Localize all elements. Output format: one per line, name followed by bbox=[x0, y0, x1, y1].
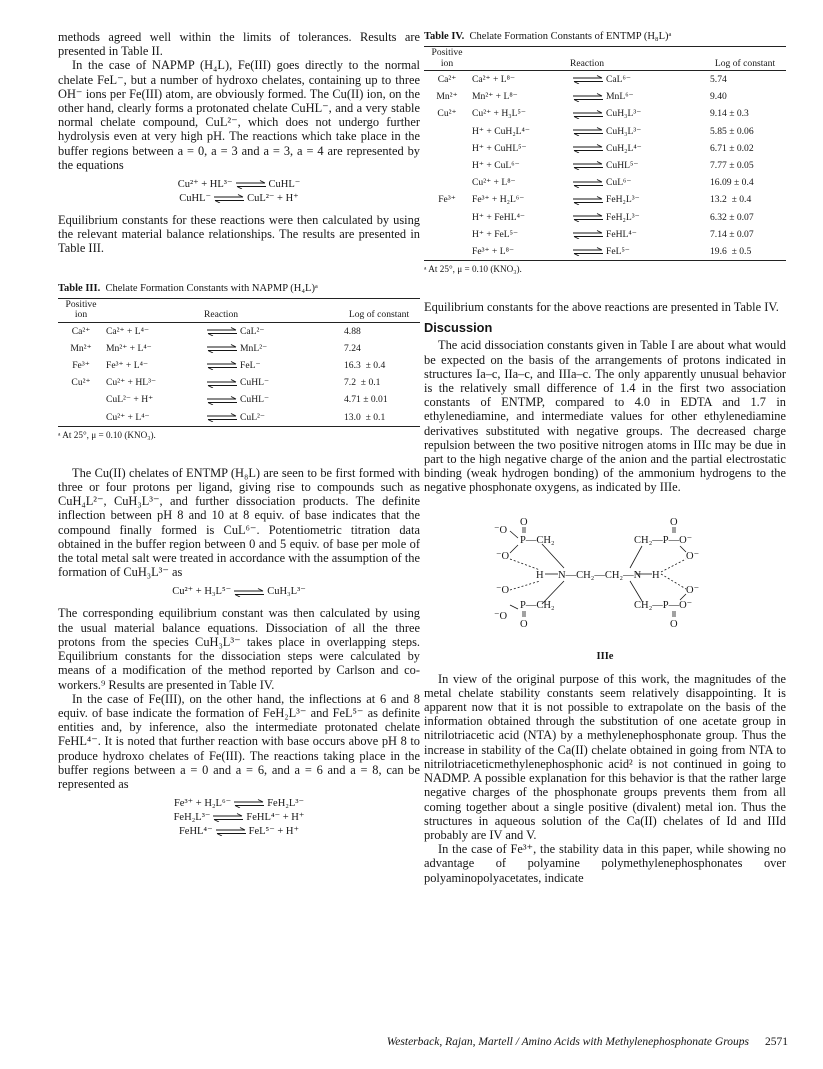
reaction-right: FeL⁻ bbox=[240, 360, 261, 372]
equilibrium-arrow-icon bbox=[572, 247, 604, 256]
reaction-left: H⁺ + FeHL⁴⁻ bbox=[472, 211, 525, 223]
cell-reaction bbox=[470, 226, 704, 243]
equilibrium-arrow-icon bbox=[572, 213, 604, 222]
cell-log-constant: 5.85 ± 0.06 bbox=[710, 125, 754, 137]
col-header-reaction: Reaction bbox=[104, 298, 338, 322]
paragraph: The corresponding equilibrium constant was then calculated by using the usual material balance equations. Dissociation of all the three protons from the species CuH₃L³⁻ takes place in overlapping steps. Equilibrium constants for the dissociation steps were calculated by means of a modification of the method reported by Carlson and co-workers.⁹ Results are presented in Table IV. bbox=[58, 606, 420, 692]
svg-text:⁻O: ⁻O bbox=[496, 550, 510, 562]
reaction-left: H⁺ + CuHL⁵⁻ bbox=[472, 142, 527, 154]
reaction-right: CuH₃L³⁻ bbox=[606, 108, 642, 120]
equation-left: Cu²⁺ + H₃L⁵⁻ bbox=[172, 586, 232, 598]
reaction-left: CuL²⁻ + H⁺ bbox=[106, 394, 154, 406]
cell-reaction bbox=[470, 157, 704, 174]
table-footnote: ᵃ At 25°, μ = 0.10 (KNO₃). bbox=[424, 264, 522, 275]
svg-text:⁻O: ⁻O bbox=[496, 584, 510, 596]
table-row bbox=[424, 226, 786, 243]
equation bbox=[58, 178, 420, 192]
col-header-log: Log of constant bbox=[338, 298, 420, 322]
table-row bbox=[58, 374, 420, 391]
cell-reaction bbox=[470, 174, 704, 191]
table-row bbox=[424, 157, 786, 174]
reaction-right: CuH₃L³⁻ bbox=[606, 125, 642, 137]
svg-text:O⁻: O⁻ bbox=[686, 584, 700, 596]
cell-log-constant: 6.32 ± 0.07 bbox=[710, 211, 754, 223]
cell-reaction bbox=[470, 71, 704, 89]
table-row bbox=[424, 71, 786, 89]
reaction-left: Fe³⁺ + L⁴⁻ bbox=[106, 360, 149, 372]
cell-log-constant: 7.77 ± 0.05 bbox=[710, 160, 754, 172]
paragraph: Equilibrium constants for these reactions were then calculated by using the relevant material balance relationships. The results are presented in Table III. bbox=[58, 213, 420, 256]
equation-right: CuL²⁻ + H⁺ bbox=[247, 193, 299, 205]
svg-text:O: O bbox=[670, 516, 678, 528]
table-row bbox=[58, 409, 420, 427]
cell-ion bbox=[424, 174, 470, 191]
table-caption bbox=[58, 282, 420, 295]
equilibrium-arrow-icon bbox=[215, 827, 247, 836]
cell-ion bbox=[424, 243, 470, 261]
cell-ion: Ca²⁺ bbox=[437, 74, 457, 85]
equation bbox=[58, 797, 420, 811]
equilibrium-arrow-icon bbox=[212, 813, 244, 822]
reaction-left: H⁺ + CuL⁶⁻ bbox=[472, 160, 520, 172]
reaction-left: H⁺ + FeL⁵⁻ bbox=[472, 228, 519, 240]
cell-ion: Fe³⁺ bbox=[72, 360, 90, 372]
equilibrium-arrow-icon bbox=[206, 379, 238, 388]
svg-text:H: H bbox=[536, 569, 544, 581]
reaction-right: CaL⁶⁻ bbox=[606, 74, 631, 85]
paragraph: In view of the original purpose of this work, the magnitudes of the metal chelate stability constants seem relatively disappointing. It is apparent now that it is not possible to extrapolate on the basis of the information obtained through the substitution of one acetate group in nitrilotriacetic acid (NTA) by a methylenephosphonate group. Thus the increase in stability of the Ca(II) chelate obtained in going from NTA to nitrilotriaceticmethylenephosphonic acid² is not continued in going to NADMP. A possible explanation for this behavior is that the rather large negative charges of the phosphonate groups prevents them from all coming together about a single positive (divalent) metal ion. Thus the structures in aqueous solution of the Ca(II) chelates of Id and IIId probably are IV and V. bbox=[424, 671, 786, 842]
equilibrium-arrow-icon bbox=[206, 327, 238, 336]
svg-text:O: O bbox=[520, 618, 528, 630]
cell-log-constant: 9.40 bbox=[710, 91, 727, 103]
table-label: Table III. bbox=[58, 282, 101, 294]
section-heading: Discussion bbox=[424, 320, 493, 336]
equation bbox=[58, 585, 420, 599]
svg-text:O: O bbox=[520, 516, 528, 528]
table-row bbox=[58, 340, 420, 357]
equilibrium-arrow-icon bbox=[572, 196, 604, 205]
table-row bbox=[58, 322, 420, 340]
svg-text:H: H bbox=[652, 569, 660, 581]
svg-text:CH₂—P—O⁻: CH₂—P—O⁻ bbox=[634, 599, 693, 611]
equilibrium-arrow-icon bbox=[206, 413, 238, 422]
equilibrium-arrow-icon bbox=[572, 75, 604, 84]
cell-ion: Mn²⁺ bbox=[70, 342, 92, 354]
cell-log-constant: 4.88 bbox=[344, 325, 361, 337]
equilibrium-arrow-icon bbox=[572, 110, 604, 119]
equilibrium-arrow-icon bbox=[206, 361, 238, 370]
cell-log-constant: 7.14 ± 0.07 bbox=[710, 228, 754, 240]
cell-reaction bbox=[470, 243, 704, 261]
cell-log-constant: 16.3 ± 0.4 bbox=[344, 360, 386, 372]
equilibrium-arrow-icon bbox=[572, 144, 604, 153]
equation-right: FeHL⁴⁻ + H⁺ bbox=[246, 812, 305, 824]
paragraph: methods agreed well within the limits of tolerances. Results are presented in Table II. bbox=[58, 30, 420, 59]
cell-log-constant: 4.71 ± 0.01 bbox=[344, 394, 388, 406]
equilibrium-arrow-icon bbox=[206, 344, 238, 353]
paragraph: The Cu(II) chelates of ENTMP (H₈L) are seen to be first formed with three or four protons per ligand, giving rise to compounds such as CuH₄L²⁻, CuH₃L³⁻, and further dissociation products. The definite inflection between pH 8 and 10 at 8 equiv. of base indicates that the compound finally formed is CuL⁶⁻. Potentiometric titration data obtained in the buffer region between 0 and 5 equiv. of base per mole of the total metal salt were treated in accordance with the assumption of the formation of CuH₃L³⁻ as bbox=[58, 465, 420, 580]
cell-log-constant: 16.09 ± 0.4 bbox=[710, 177, 754, 189]
reaction-right: CuHL⁵⁻ bbox=[606, 160, 639, 172]
reaction-left: Fe³⁺ + L⁸⁻ bbox=[472, 246, 515, 258]
table-row bbox=[58, 357, 420, 374]
equation-right: FeL⁵⁻ + H⁺ bbox=[248, 826, 300, 838]
cell-reaction bbox=[104, 322, 338, 340]
cell-reaction bbox=[104, 340, 338, 357]
cell-reaction bbox=[470, 209, 704, 226]
cell-log-constant: 19.6 ± 0.5 bbox=[704, 243, 786, 261]
cell-log-constant: 9.14 ± 0.3 bbox=[710, 108, 749, 120]
reaction-left: Fe³⁺ + H₂L⁶⁻ bbox=[472, 194, 525, 206]
svg-text:⁻O: ⁻O bbox=[494, 610, 508, 622]
reaction-left: H⁺ + CuH₂L⁴⁻ bbox=[472, 125, 530, 137]
equation-block bbox=[58, 797, 420, 839]
svg-text:P—CH₂: P—CH₂ bbox=[520, 534, 555, 546]
reaction-left: Cu²⁺ + H₃L⁵⁻ bbox=[472, 108, 526, 120]
cell-reaction bbox=[104, 374, 338, 391]
cell-reaction bbox=[104, 391, 338, 408]
cell-ion bbox=[424, 209, 470, 226]
cell-ion: Ca²⁺ bbox=[71, 325, 91, 337]
cell-log-constant: 6.71 ± 0.02 bbox=[710, 142, 754, 154]
equation-left: Fe³⁺ + H₂L⁶⁻ bbox=[173, 798, 232, 810]
table-footnote: ᵃ At 25°, μ = 0.10 (KNO₃). bbox=[58, 429, 156, 440]
cell-log-constant: 7.24 bbox=[344, 342, 361, 354]
svg-text:⁻O: ⁻O bbox=[494, 524, 508, 536]
cell-ion bbox=[424, 157, 470, 174]
equilibrium-arrow-icon bbox=[572, 127, 604, 136]
reaction-left: Mn²⁺ + L⁸⁻ bbox=[472, 91, 518, 103]
reaction-left: Ca²⁺ + L⁴⁻ bbox=[106, 325, 150, 337]
table-row bbox=[424, 243, 786, 261]
equilibrium-arrow-icon bbox=[572, 179, 604, 188]
equilibrium-arrow-icon bbox=[572, 93, 604, 102]
structure-label: IIIe bbox=[596, 650, 614, 662]
cell-log-constant: 5.74 bbox=[710, 74, 727, 85]
reaction-left: Cu²⁺ + L⁸⁻ bbox=[472, 177, 516, 189]
left-column bbox=[58, 30, 420, 846]
table-title: Chelate Formation Constants of ENTMP (H₈L)ᵃ bbox=[469, 31, 672, 42]
structure-iiie-drawing bbox=[424, 501, 786, 649]
svg-text:CH₂—P—O⁻: CH₂—P—O⁻ bbox=[634, 534, 693, 546]
constants-table bbox=[58, 298, 420, 427]
col-header-ion: Positive ion bbox=[424, 47, 470, 71]
structure-diagram bbox=[424, 501, 786, 649]
col-header-log: Log of constant bbox=[704, 47, 786, 71]
equation-right: CuH₃L³⁻ bbox=[267, 586, 306, 598]
table-title: Chelate Formation Constants with NAPMP (H₄L)ᵃ bbox=[105, 282, 318, 294]
cell-log-constant: 13.2 ± 0.4 bbox=[710, 194, 752, 206]
table-row bbox=[58, 391, 420, 408]
reaction-left: Cu²⁺ + HL³⁻ bbox=[106, 377, 157, 389]
table-row bbox=[424, 105, 786, 122]
right-column bbox=[424, 30, 786, 885]
cell-ion bbox=[58, 391, 104, 408]
equation-right: FeH₂L³⁻ bbox=[267, 798, 305, 810]
reaction-right: CuL²⁻ bbox=[240, 411, 265, 423]
reaction-left: Mn²⁺ + L⁴⁻ bbox=[106, 342, 152, 354]
equilibrium-arrow-icon bbox=[206, 396, 238, 405]
col-header-reaction: Reaction bbox=[470, 47, 704, 71]
table-row bbox=[424, 209, 786, 226]
reaction-right: CuH₂L⁴⁻ bbox=[606, 142, 642, 154]
reaction-right: MnL⁶⁻ bbox=[606, 91, 634, 103]
cell-reaction bbox=[104, 409, 338, 427]
cell-log-constant: 7.2 ± 0.1 bbox=[344, 377, 381, 389]
equilibrium-arrow-icon bbox=[233, 588, 265, 597]
table-label: Table IV. bbox=[424, 31, 465, 42]
svg-text:O: O bbox=[670, 618, 678, 630]
reaction-right: FeH₂L³⁻ bbox=[606, 211, 640, 223]
cell-reaction bbox=[104, 357, 338, 374]
reaction-right: CuHL⁻ bbox=[240, 394, 270, 406]
paragraph: Equilibrium constants for the above reactions are presented in Table IV. bbox=[424, 300, 779, 315]
page-number: 2571 bbox=[765, 1036, 788, 1048]
table-caption bbox=[424, 30, 786, 43]
cell-ion bbox=[58, 409, 104, 427]
equation-left: FeH₂L³⁻ bbox=[173, 812, 211, 824]
cell-reaction bbox=[470, 88, 704, 105]
table-row bbox=[424, 123, 786, 140]
equation-left: FeHL⁴⁻ bbox=[178, 826, 213, 838]
table-iii bbox=[58, 282, 420, 440]
cell-ion: Fe³⁺ bbox=[438, 194, 456, 206]
reaction-right: MnL²⁻ bbox=[240, 342, 268, 354]
cell-ion bbox=[424, 226, 470, 243]
equation-block bbox=[58, 178, 420, 206]
table-row bbox=[424, 174, 786, 191]
table-row bbox=[424, 88, 786, 105]
equation-right: CuHL⁻ bbox=[268, 179, 301, 191]
equilibrium-arrow-icon bbox=[213, 194, 245, 203]
reaction-right: FeL⁵⁻ bbox=[606, 246, 630, 258]
cell-reaction bbox=[470, 123, 704, 140]
equation-left: Cu²⁺ + HL³⁻ bbox=[177, 179, 233, 191]
equation-left: CuHL⁻ bbox=[179, 193, 212, 205]
table-row bbox=[424, 140, 786, 157]
cell-ion: Mn²⁺ bbox=[436, 91, 458, 103]
cell-ion: Cu²⁺ bbox=[71, 377, 91, 389]
equation bbox=[58, 192, 420, 206]
paragraph: In the case of NAPMP (H₄L), Fe(III) goes directly to the normal chelate FeL⁻, but a number of hydroxo chelates, containing up to three OH⁻ ions per Fe(III) atom, are obviously formed. The Cu(II) ion, on the other hand, clearly forms a protonated chelate CuHL⁻, and a very stable normal chelate compound, CuL²⁻, which does not undergo further hydrolysis even at very high pH. The reactions which take place in the buffer regions between a = 0, a = 3 and a = 3, a = 4 are represented by the equations bbox=[58, 58, 420, 172]
reaction-right: CuHL⁻ bbox=[240, 377, 270, 389]
paragraph: In the case of Fe(III), on the other hand, the inflections at 6 and 8 equiv. of base indicate the formation of FeH₂L³⁻ and FeL⁵⁻ as definite entities and, by inference, also the intermediate protonated chelate FeHL⁴⁻. It is noted that further reaction with base occurs above pH 8 to produce hydroxo chelates of Fe(III). The reactions taking place in the buffer regions between a = 0 and a = 6, and a = 6 and a = 8, can be represented as bbox=[58, 691, 420, 791]
paragraph: The acid dissociation constants given in Table I are about what would be expected on the basis of the arrangements of protons indicated in structures Ia–c, IIa–c, and IIIa–c. The only apparently unusual behavior is the relatively small difference of 1.4 in the first two association constants of ENTMP, compared to 4.0 in EDTA and 1.7 in ethylenediamine, and intermediate values for other ethylenediamine derivatives substituted with negative groups. The decreased charge repulsion between the two positive nitrogen atoms in IIIc may be due in part to the high negative charge of the anion and the partial electrostatic binding (weak hydrogen bonding) of the ammonium hydrogens to the negative phosphonate oxygens, as indicated by IIIe. bbox=[424, 338, 786, 495]
reaction-right: FeHL⁴⁻ bbox=[606, 228, 637, 240]
svg-text:P—CH₂: P—CH₂ bbox=[520, 599, 555, 611]
reaction-left: Cu²⁺ + L⁴⁻ bbox=[106, 411, 150, 423]
equation bbox=[58, 811, 420, 825]
table-iv bbox=[424, 30, 786, 274]
reaction-left: Ca²⁺ + L⁸⁻ bbox=[472, 74, 516, 85]
table-row bbox=[424, 191, 786, 208]
running-head: Westerback, Rajan, Martell / Amino Acids with Methylenephosphonate Groups bbox=[386, 1036, 749, 1048]
equilibrium-arrow-icon bbox=[572, 230, 604, 239]
cell-log-constant: 13.0 ± 0.1 bbox=[338, 409, 420, 427]
cell-ion bbox=[424, 140, 470, 157]
col-header-ion: Positive ion bbox=[58, 298, 104, 322]
equilibrium-arrow-icon bbox=[233, 799, 265, 808]
equation-block bbox=[58, 585, 420, 599]
equation bbox=[58, 825, 420, 839]
svg-text:N—CH₂—CH₂—N: N—CH₂—CH₂—N bbox=[558, 569, 642, 581]
constants-table bbox=[424, 46, 786, 261]
cell-ion bbox=[424, 123, 470, 140]
reaction-right: CaL²⁻ bbox=[240, 325, 265, 337]
svg-text:O⁻: O⁻ bbox=[686, 550, 700, 562]
equilibrium-arrow-icon bbox=[235, 180, 267, 189]
cell-reaction bbox=[470, 105, 704, 122]
cell-ion: Cu²⁺ bbox=[437, 108, 457, 120]
reaction-right: CuL⁶⁻ bbox=[606, 177, 632, 189]
reaction-right: FeH₂L³⁻ bbox=[606, 194, 640, 206]
cell-reaction bbox=[470, 140, 704, 157]
page-footer bbox=[58, 1036, 788, 1048]
paragraph: In the case of Fe³⁺, the stability data in this paper, while showing no advantage of polyamine polymethylenephosphonates over polyaminopolyacetates, indicate bbox=[424, 842, 786, 885]
cell-reaction bbox=[470, 191, 704, 208]
equilibrium-arrow-icon bbox=[572, 161, 604, 170]
